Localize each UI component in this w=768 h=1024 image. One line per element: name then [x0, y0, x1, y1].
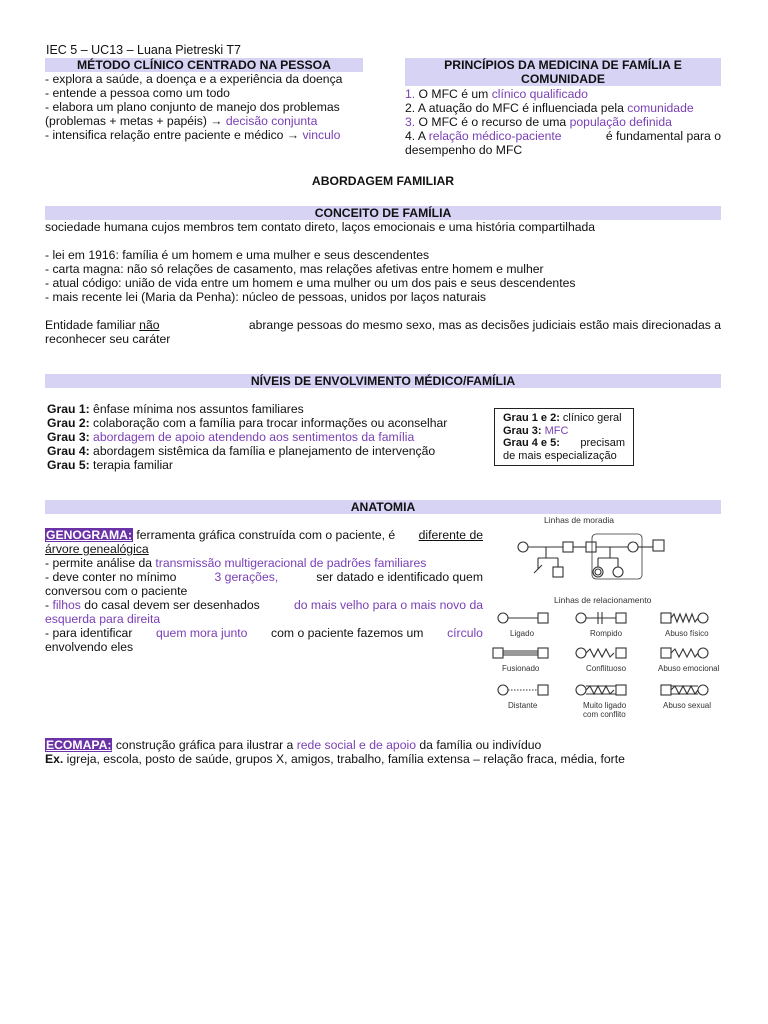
conceito-item: - mais recente lei (Maria da Penha): núcleo de pessoas, unidos por laços naturais [45, 290, 487, 304]
conceito-item: - atual código: união de vida entre um homem e uma mulher ou um dos pais e seus descendentes [45, 276, 576, 290]
female-symbol [498, 613, 508, 623]
entidade-text: reconhecer seu caráter [45, 332, 171, 346]
text: O MFC é o recurso de uma [415, 115, 570, 129]
rompido-label: Rompido [590, 629, 623, 638]
number: 3. [405, 115, 416, 129]
principio-item [405, 101, 721, 115]
grau-label: Grau 5: [47, 458, 90, 472]
ligado-label: Ligado [510, 629, 535, 638]
text: (problemas + metas + papéis) → [45, 114, 226, 128]
spacer [45, 304, 721, 318]
male-symbol [553, 567, 563, 577]
muito-ligado-label: Muito ligado [583, 701, 627, 710]
text: - [45, 598, 53, 612]
text: abrange pessoas do mesmo sexo, mas as decisões judiciais estão mais direcionadas a [248, 318, 721, 332]
highlight-text: círculo [447, 626, 483, 640]
household-boundary [592, 534, 642, 579]
highlight-text: população definida [569, 115, 672, 129]
header-line: COMUNIDADE [521, 72, 605, 86]
text: ferramenta gráfica construída com o paciente, é [133, 528, 396, 542]
grau-label: Grau 2: [47, 416, 90, 430]
male-symbol [586, 542, 596, 552]
text: precisam [580, 437, 625, 449]
female-symbol [498, 685, 508, 695]
highlight-text: clínico qualificado [491, 87, 588, 101]
abuso-fisico-line [671, 614, 698, 622]
conflituoso-line [586, 649, 614, 657]
genograma-line [45, 556, 483, 570]
header-line: PRINCÍPIOS DA MEDICINA DE FAMÍLIA E [444, 58, 682, 72]
female-symbol [698, 685, 708, 695]
grau-label: Grau 4 e 5: [503, 437, 560, 449]
female-symbol [613, 567, 623, 577]
text: - para identificar [45, 626, 133, 640]
grau-label: Grau 1: [47, 402, 90, 416]
abuso-sexual-zigzag [671, 686, 698, 694]
principios-header [405, 58, 721, 86]
underlined-text: árvore genealógica [45, 542, 149, 556]
text [405, 129, 562, 143]
genograma-line [45, 598, 483, 612]
text: clínico geral [559, 412, 622, 424]
graus-summary-box [494, 408, 634, 466]
text: terapia familiar [89, 458, 173, 472]
abuso-fisico-label: Abuso físico [665, 629, 709, 638]
male-symbol [661, 685, 671, 695]
section-title: ABORDAGEM FAMILIAR [311, 174, 455, 188]
genograma-text [45, 528, 483, 654]
female-symbol [576, 613, 586, 623]
highlight-text: 3 gerações, [214, 570, 279, 584]
text: é fundamental para o [605, 129, 721, 143]
text: do casal devem ser desenhados [80, 598, 260, 612]
fusionado-label: Fusionado [502, 664, 540, 673]
highlight-text: quem mora junto [155, 626, 248, 640]
genogram-symbols [493, 515, 720, 719]
abuso-emocional-line [671, 649, 698, 657]
principios-list [405, 87, 721, 157]
text: igreja, escola, posto de saúde, grupos X, amigos, trabalho, família extensa – relação fraca, média, forte [63, 752, 625, 766]
male-symbol [616, 613, 626, 623]
highlight-text: do mais velho para o mais novo da [293, 598, 483, 612]
text: ênfase mínima nos assuntos familiares [89, 402, 304, 416]
grau-item [47, 402, 487, 416]
moradia-label: Linhas de moradia [544, 515, 614, 525]
conflito-line [586, 686, 614, 694]
highlight-text: transmissão multigeracional de padrões familiares [155, 556, 427, 570]
niveis-header: NÍVEIS DE ENVOLVIMENTO MÉDICO/FAMÍLIA [45, 374, 721, 388]
conceito-item: - carta magna: não só relações de casamento, mas relações afetivas entre homem e mulher [45, 262, 544, 276]
text: 2. A atuação do MFC é influenciada pela [405, 101, 628, 115]
highlight-text: relação médico-paciente [428, 129, 562, 143]
box-line [503, 437, 625, 450]
abuso-emocional-label: Abuso emocional [658, 664, 720, 673]
male-symbol [661, 648, 671, 658]
metodo-item [45, 128, 365, 142]
underlined-text: não [139, 318, 160, 332]
text: 4. A [405, 129, 429, 143]
grau-item [47, 458, 487, 472]
metodo-item: - elabora um plano conjunto de manejo dos problemas [45, 100, 340, 114]
text [45, 318, 160, 332]
ecomapa-tag: ECOMAPA: [46, 738, 112, 752]
male-symbol [538, 685, 548, 695]
metodo-list [45, 72, 365, 142]
muito-ligado-label: com conflito [583, 710, 626, 719]
metodo-item [45, 114, 365, 128]
highlight-text: abordagem de apoio atendendo aos sentimentos da família [89, 430, 415, 444]
conceito-body [45, 220, 721, 346]
male-symbol [493, 648, 503, 658]
principio-item [405, 87, 721, 101]
genograma-line: envolvendo eles [45, 640, 134, 654]
ecomapa-section [45, 738, 721, 766]
text: Entidade familiar [45, 318, 140, 332]
genogram-legend-figure [488, 512, 720, 722]
text: abordagem sistêmica da família e planejamento de intervenção [89, 444, 436, 458]
text: - intensifica relação entre paciente e médico → [45, 128, 303, 142]
genograma-line [45, 570, 483, 584]
box-line [503, 412, 625, 425]
female-symbol [576, 685, 586, 695]
grau-label: Grau 4: [47, 444, 90, 458]
text: ser datado e identificado quem [316, 570, 483, 584]
entidade-text [45, 318, 721, 332]
male-symbol [653, 540, 664, 551]
text: - deve conter no mínimo [45, 570, 177, 584]
grau-label: Grau 3: [503, 424, 542, 437]
spacer [45, 234, 721, 248]
box-line: de mais especialização [503, 449, 617, 462]
number: 1. [405, 87, 416, 101]
principio-item [405, 129, 721, 143]
female-symbol [595, 569, 601, 575]
genograma-tag: GENOGRAMA: [46, 528, 132, 542]
female-symbol [576, 648, 586, 658]
example-label: Ex. [45, 752, 64, 766]
grau-label: Grau 1 e 2: [503, 412, 560, 424]
male-symbol [538, 648, 548, 658]
genograma-line: conversou com o paciente [45, 584, 188, 598]
conceito-header: CONCEITO DE FAMÍLIA [45, 206, 721, 220]
grau-label: Grau 3: [47, 430, 90, 444]
genograma-line [45, 626, 483, 640]
female-symbol [698, 613, 708, 623]
grau-item [47, 430, 487, 444]
text [45, 528, 395, 542]
highlight-text: esquerda para direita [45, 612, 161, 626]
text: colaboração com a família para trocar informações ou aconselhar [89, 416, 448, 430]
relacionamento-label: Linhas de relacionamento [554, 595, 652, 605]
ecomapa-line [45, 752, 721, 766]
anatomia-header: ANATOMIA [45, 500, 721, 514]
female-symbol [518, 542, 528, 552]
text: - permite análise da [45, 556, 156, 570]
text: com o paciente fazemos um [271, 626, 424, 640]
text: O MFC é um [415, 87, 492, 101]
male-symbol [616, 648, 626, 658]
distante-label: Distante [508, 701, 538, 710]
highlight-text: vinculo [302, 128, 341, 142]
metodo-header: MÉTODO CLÍNICO CENTRADO NA PESSOA [45, 58, 363, 72]
conceito-text: sociedade humana cujos membros tem contato direto, laços emocionais e uma história compartilhada [45, 220, 596, 234]
highlight-text: rede social e de apoio [296, 738, 416, 752]
female-symbol [628, 542, 638, 552]
male-symbol [661, 613, 671, 623]
text: da família ou indivíduo [415, 738, 542, 752]
niveis-list [47, 402, 487, 472]
abuso-sexual-label: Abuso sexual [663, 701, 712, 710]
principio-item: desempenho do MFC [405, 143, 523, 157]
metodo-item: - explora a saúde, a doença e a experiência da doença [45, 72, 343, 86]
highlight-text: comunidade [627, 101, 694, 115]
male-symbol [538, 613, 548, 623]
document-title: IEC 5 – UC13 – Luana Pietreski T7 [46, 43, 242, 57]
highlight-text: MFC [541, 424, 569, 437]
highlight-text: decisão conjunta [225, 114, 318, 128]
conflituoso-label: Conflituoso [586, 664, 627, 673]
male-symbol [616, 685, 626, 695]
conceito-item: - lei em 1916: família é um homem e uma mulher e seus descendentes [45, 248, 430, 262]
principio-item [405, 115, 721, 129]
grau-item [47, 444, 487, 458]
genograma-line [45, 528, 483, 542]
male-symbol [563, 542, 573, 552]
text: construção gráfica para ilustrar a [112, 738, 297, 752]
box-line [503, 425, 625, 438]
underlined-text: diferente de [418, 528, 483, 542]
text [45, 598, 260, 612]
ecomapa-line [45, 738, 721, 752]
highlight-text: filhos [52, 598, 81, 612]
female-symbol [698, 648, 708, 658]
grau-item [47, 416, 487, 430]
metodo-item: - entende a pessoa como um todo [45, 86, 230, 100]
